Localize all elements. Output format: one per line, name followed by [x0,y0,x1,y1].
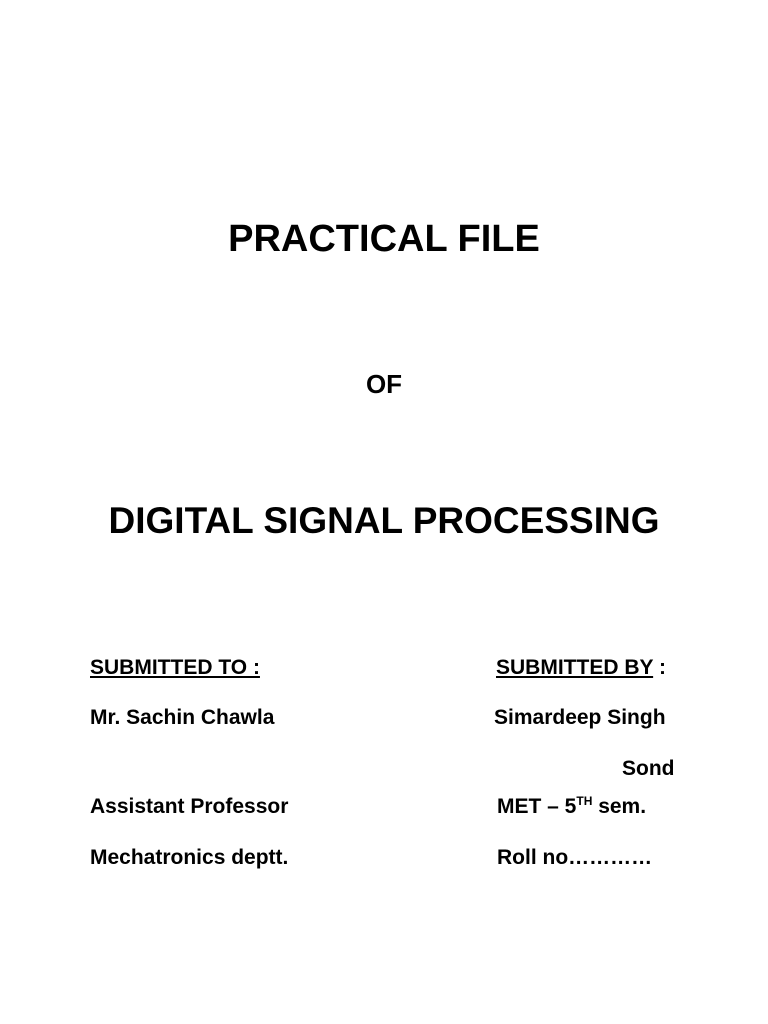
document-title: PRACTICAL FILE [228,218,540,260]
submitted-by-heading: SUBMITTED BY [496,656,654,679]
teacher-name: Mr. Sachin Chawla [90,706,275,729]
title-connector: OF [365,369,403,399]
subject-title: DIGITAL SIGNAL PROCESSING [108,500,660,541]
teacher-designation: Assistant Professor [90,795,289,818]
student-roll-number: Roll no………… [497,846,653,869]
student-name: Simardeep Singh [494,706,666,729]
teacher-department: Mechatronics deptt. [90,846,289,869]
class-prefix: MET – 5 [497,795,577,818]
student-name-continued: Sond [622,757,675,780]
student-class [497,795,646,819]
class-superscript: TH [576,794,593,808]
submitted-by-heading-line [496,656,666,680]
submitted-by-colon: : [653,656,666,679]
submitted-to-heading: SUBMITTED TO : [90,656,260,679]
class-suffix: sem. [592,795,647,818]
